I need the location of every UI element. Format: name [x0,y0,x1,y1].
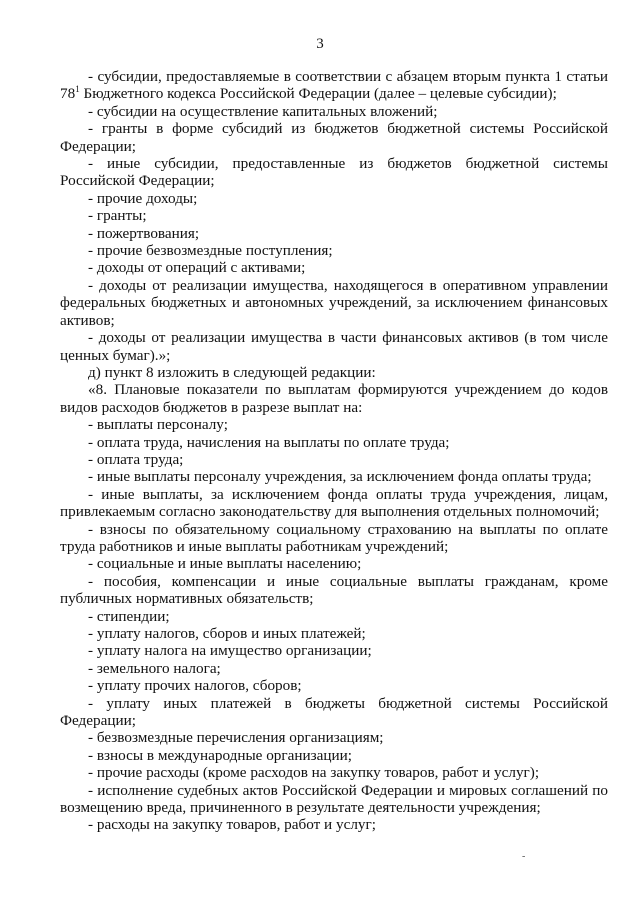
paragraph: - иные субсидии, предоставленные из бюджетов бюджетной системы Российской Федерации; [60,155,608,190]
paragraph: - иные выплаты, за исключением фонда оплаты труда учреждения, лицам, привлекаемым согласно законодательству для выполнения отдельных полномочий; [60,485,608,521]
paragraph: - оплата труда; [88,450,184,468]
paragraph: - доходы от реализации имущества, находящегося в оперативном управлении федеральных бюджетных и автономных учреждений, за исключением финансовых активов; [60,276,608,329]
paragraph: - прочие расходы (кроме расходов на закупку товаров, работ и услуг); [88,764,540,782]
paragraph [60,68,608,103]
paragraph: - прочие безвозмездные поступления; [88,242,333,260]
paragraph: д) пункт 8 изложить в следующей редакции: [88,363,376,381]
stray-mark: - [522,851,526,862]
paragraph: - земельного налога; [88,659,221,677]
paragraph: - социальные и иные выплаты населению; [88,555,362,573]
paragraph: - уплату налога на имущество организации; [88,642,372,660]
paragraph: - уплату налогов, сборов и иных платежей; [88,625,366,642]
paragraph: - взносы по обязательному социальному страхованию на выплаты по оплате труда работников и иные выплаты работникам учреждений; [60,520,608,555]
paragraph: - гранты в форме субсидий из бюджетов бюджетной системы Российской Федерации; [60,120,608,155]
paragraph: - иные выплаты персоналу учреждения, за исключением фонда оплаты труда; [88,468,592,486]
paragraph: - оплата труда, начисления на выплаты по оплате труда; [88,433,450,451]
paragraph-text-tail: Бюджетного кодекса Российской Федерации (далее – целевые субсидии); [79,85,557,103]
paragraph: - доходы от реализации имущества в части финансовых активов (в том числе ценных бумаг).»; [60,329,608,364]
paragraph: «8. Плановые показатели по выплатам формируются учреждением до кодов видов расходов бюджетов в разрезе выплат на: [60,381,608,416]
paragraph: - прочие доходы; [88,189,198,207]
paragraph: - уплату прочих налогов, сборов; [88,677,302,695]
paragraph-text: - субсидии, предоставляемые в соответствии с абзацем вторым пункта 1 статьи 78 [60,68,608,103]
paragraph: - гранты; [88,207,147,225]
paragraph: - расходы на закупку товаров, работ и услуг; [88,816,376,834]
paragraph: - уплату иных платежей в бюджеты бюджетной системы Российской Федерации; [60,694,608,730]
paragraph: - доходы от операций с активами; [88,259,306,277]
paragraph: - исполнение судебных актов Российской Федерации и мировых соглашений по возмещению вреда, причиненного в результате деятельности учреждения; [60,781,608,817]
paragraph: - субсидии на осуществление капитальных вложений; [88,102,438,120]
paragraph: - пожертвования; [88,224,200,242]
document-body [60,68,608,834]
paragraph: - безвозмездные перечисления организациям; [88,729,384,747]
paragraph: - пособия, компенсации и иные социальные выплаты гражданам, кроме публичных нормативных обязательств; [60,572,608,608]
paragraph: - стипендии; [88,607,170,625]
footnote-superscript: 1 [75,84,80,95]
paragraph: - взносы в международные организации; [88,746,352,764]
page-number: 3 [316,36,324,52]
paragraph: - выплаты персоналу; [88,416,228,434]
